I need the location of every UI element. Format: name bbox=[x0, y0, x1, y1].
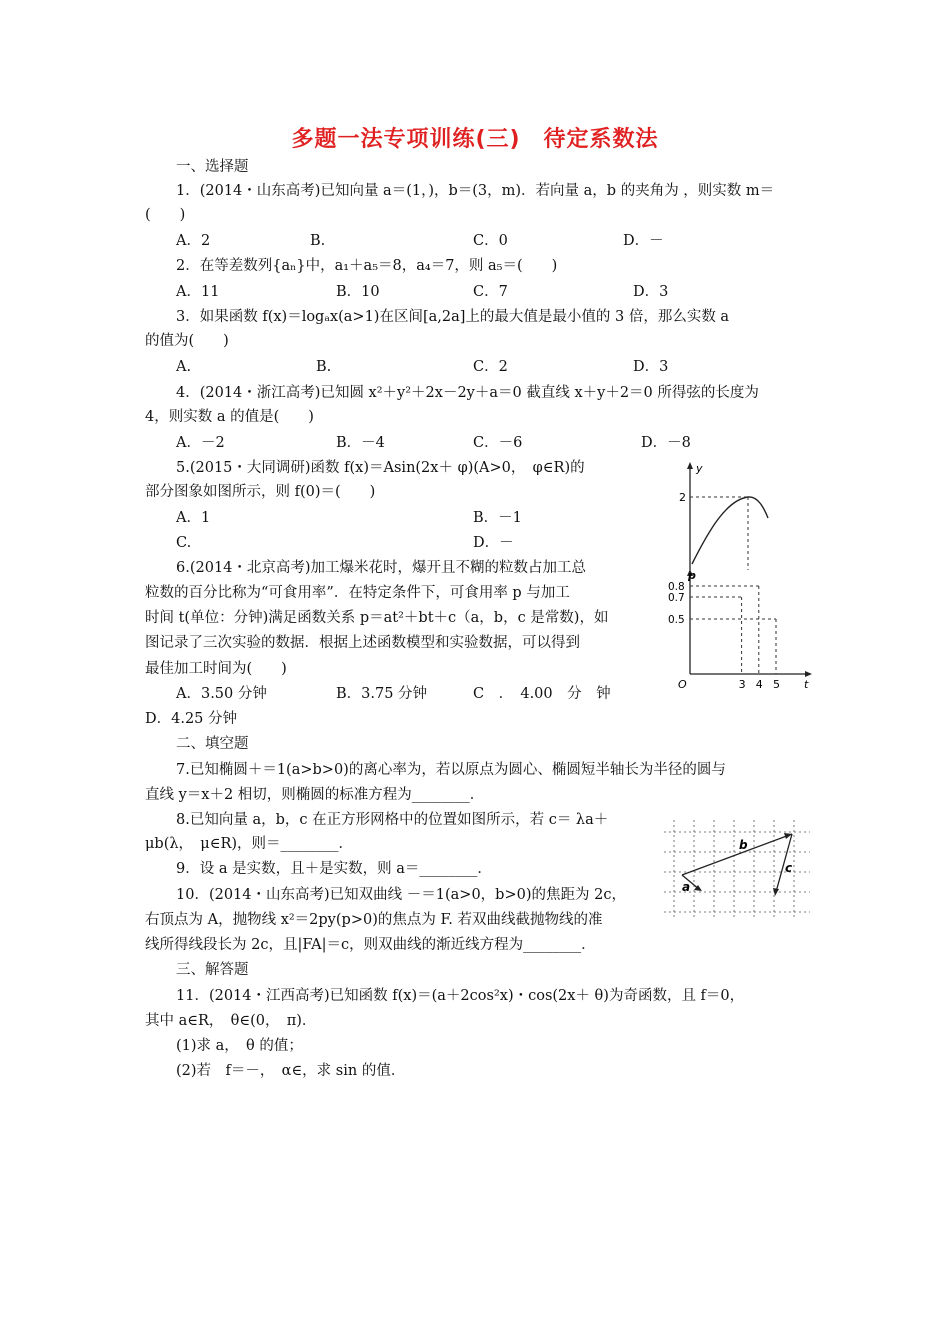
q6-x-tick-label: 4 bbox=[755, 678, 763, 691]
q6-origin-label: O bbox=[678, 678, 687, 691]
q8-label-a: a bbox=[682, 880, 691, 894]
q3-option-c: C．2 bbox=[473, 359, 508, 375]
q1-option-d: D．－ bbox=[623, 233, 664, 249]
q9-line1: 9．设 a 是实数，且＋是实数，则 a＝________． bbox=[176, 861, 492, 877]
q4-option-d: D．－8 bbox=[641, 435, 691, 451]
q3-option-b: B. bbox=[316, 359, 332, 375]
q6-line4: 图记录了三次实验的数据．根据上述函数模型和实验数据，可以得到 bbox=[145, 635, 580, 651]
q11-part2: (2)若 f＝－， α∈，求 sin 的值． bbox=[176, 1063, 406, 1079]
q3-line2: 的值为( ) bbox=[145, 333, 229, 349]
section-heading-fill: 二、填空题 bbox=[176, 736, 249, 752]
q3-option-a: A. bbox=[176, 359, 192, 375]
q8-line1: 8.已知向量 a，b，c 在正方形网格中的位置如图所示，若 c＝ λa＋ bbox=[176, 812, 609, 828]
q6-x-arrow-icon bbox=[805, 671, 812, 677]
q8-line2: μb(λ， μ∈R)，则＝________． bbox=[145, 836, 354, 852]
q6-x-label: t bbox=[804, 678, 809, 691]
q8-vector-b bbox=[682, 834, 792, 875]
q3-line1: 3．如果函数 f(x)＝logₐx(a>1)在区间[a,2a]上的最大值是最小值的 3 倍，那么实数 a bbox=[176, 309, 730, 325]
q6-line5: 最佳加工时间为( ) bbox=[145, 661, 287, 677]
q5-sine-figure bbox=[676, 460, 776, 572]
q8-label-b: b bbox=[739, 838, 748, 852]
q5-option-b: B．－1 bbox=[473, 510, 522, 526]
q4-option-c: C．－6 bbox=[473, 435, 523, 451]
q6-x-tick-label: 3 bbox=[738, 678, 746, 691]
q6-line1: 6.(2014・北京高考)加工爆米花时，爆开且不糊的粒数占加工总 bbox=[176, 560, 587, 576]
q1-line1: 1．(2014・山东高考)已知向量 a＝(1，)，b＝(3，m)．若向量 a，b 的夹角为 ，则实数 m＝ bbox=[176, 183, 775, 199]
q7-line2: 直线 y＝x＋2 相切，则椭圆的标准方程为________． bbox=[145, 787, 485, 803]
q3-option-d: D．3 bbox=[633, 359, 669, 375]
section-heading-answer: 三、解答题 bbox=[176, 962, 249, 978]
page-title: 多题一法专项训练(三) 待定系数法 bbox=[291, 127, 659, 152]
q2-option-d: D．3 bbox=[633, 284, 669, 300]
q6-x-tick-label: 5 bbox=[773, 678, 780, 691]
q8-vector-grid-figure bbox=[664, 818, 814, 922]
q6-line3: 时间 t(单位：分钟)满足函数关系 p＝at²＋bt＋c（a，b，c 是常数)，如 bbox=[145, 610, 609, 626]
q1-line2: ( ) bbox=[145, 207, 186, 223]
q1-option-b: B. bbox=[310, 233, 326, 249]
q11-line1: 11．(2014・江西高考)已知函数 f(x)＝(a＋2cos²x)・cos(2x＋ θ)为奇函数，且 f＝0， bbox=[176, 988, 745, 1004]
q6-y-tick-label: 0.5 bbox=[668, 614, 685, 626]
q5-y-arrow-icon bbox=[687, 462, 693, 469]
q6-option-b: B．3.75 分钟 bbox=[336, 686, 428, 702]
q5-line1: 5.(2015・大同调研)函数 f(x)＝Asin(2x＋ φ)(A>0， φ∈R)的 bbox=[176, 460, 585, 476]
q1-option-c: C．0 bbox=[473, 233, 508, 249]
q5-option-d: D．－ bbox=[473, 535, 514, 551]
q5-option-a: A．1 bbox=[176, 510, 211, 526]
q4-line2: 4，则实数 a 的值是( ) bbox=[145, 409, 314, 425]
q11-line2: 其中 a∈R， θ∈(0， π)． bbox=[145, 1013, 317, 1029]
q2-option-b: B．10 bbox=[336, 284, 380, 300]
q5-y-label: y bbox=[696, 462, 703, 475]
q6-y-label: p bbox=[688, 569, 696, 582]
q8-label-c: c bbox=[785, 861, 793, 875]
q4-option-a: A．－2 bbox=[176, 435, 225, 451]
q7-line1: 7.已知椭圆＋＝1(a>b>0)的离心率为，若以原点为圆心、椭圆短半轴长为半径的圆与 bbox=[176, 762, 726, 778]
q11-part1: (1)求 a， θ 的值； bbox=[176, 1038, 303, 1054]
q5-line2: 部分图象如图所示，则 f(0)＝( ) bbox=[145, 484, 376, 500]
q2-line1: 2．在等差数列{aₙ}中，a₁＋a₅＝8，a₄＝7，则 a₅＝( ) bbox=[176, 258, 558, 274]
q6-scatter-figure bbox=[668, 566, 822, 694]
q6-y-tick-label: 0.7 bbox=[668, 592, 685, 604]
q4-line1: 4．(2014・浙江高考)已知圆 x²＋y²＋2x－2y＋a＝0 截直线 x＋y＋2＝0 所得弦的长度为 bbox=[176, 385, 759, 401]
section-heading-choice: 一、选择题 bbox=[176, 159, 249, 175]
q5-sine-curve bbox=[692, 497, 768, 564]
q6-option-c: C ． 4.00 分 钟 bbox=[473, 686, 611, 702]
q1-option-a: A．2 bbox=[176, 233, 211, 249]
q10-line2: 右顶点为 A，抛物线 x²＝2py(p>0)的焦点为 F. 若双曲线截抛物线的准 bbox=[145, 912, 603, 928]
q6-line2: 粒数的百分比称为“可食用率”．在特定条件下，可食用率 p 与加工 bbox=[145, 585, 570, 601]
q2-option-a: A．11 bbox=[176, 284, 220, 300]
q10-line1: 10．(2014・山东高考)已知双曲线 －＝1(a>0，b>0)的焦距为 2c， bbox=[176, 887, 626, 903]
q10-line3: 线所得线段长为 2c，且|FA|＝c，则双曲线的渐近线方程为________． bbox=[145, 937, 596, 953]
q2-option-c: C．7 bbox=[473, 284, 508, 300]
q4-option-b: B．－4 bbox=[336, 435, 385, 451]
q6-option-d: D．4.25 分钟 bbox=[145, 711, 238, 727]
q5-option-c: C. bbox=[176, 535, 192, 551]
q5-tick-2: 2 bbox=[679, 491, 686, 504]
q6-option-a: A．3.50 分钟 bbox=[176, 686, 267, 702]
q6-y-tick-label: 0.8 bbox=[668, 581, 685, 593]
